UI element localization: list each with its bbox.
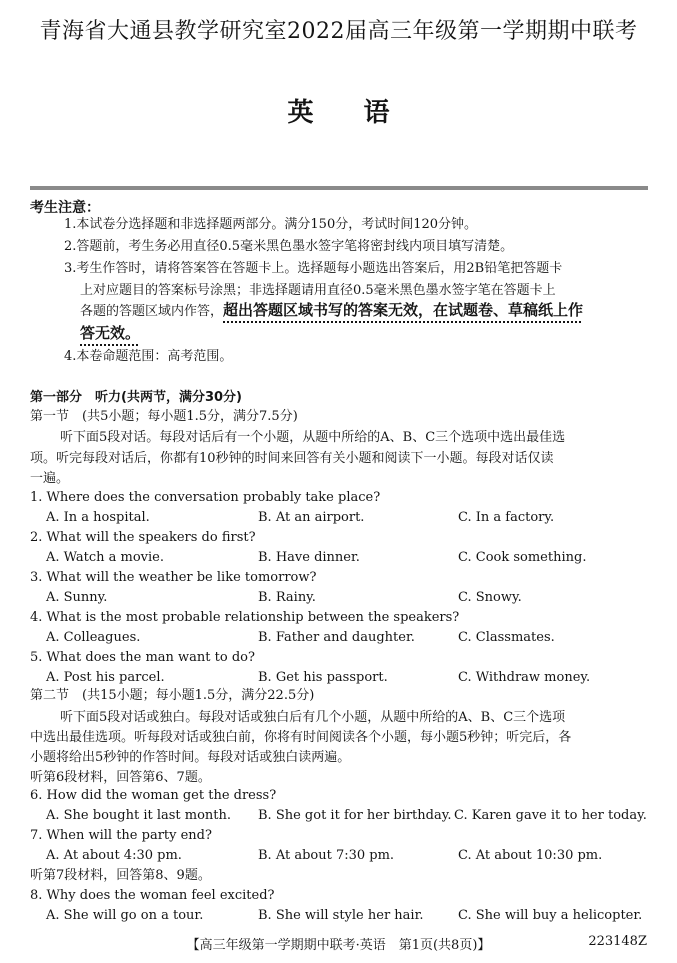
notice-item-3-line-1: 3.考生作答时，请将答案答在答题卡上。选择题每小题选出答案后，用2B铅笔把答题卡 — [64, 261, 563, 276]
question-4-option-c: C. Classmates. — [458, 630, 555, 645]
question-6-option-a: A. She bought it last month. — [46, 808, 232, 823]
question-7: 7. When will the party end? — [30, 828, 212, 843]
section1-heading: 第一节 (共5小题；每小题1.5分，满分7.5分) — [30, 409, 298, 424]
section2-intro-line-1: 听下面5段对话或独白。每段对话或独白后有几个小题，从题中所给的A、B、C三个选项 — [60, 710, 566, 725]
section2-intro-line-3: 小题将给出5秒钟的作答时间。每段对话或独白读两遍。 — [30, 750, 351, 765]
notice-heading: 考生注意： — [30, 200, 100, 216]
question-3: 3. What will the weather be like tomorrow? — [30, 570, 317, 585]
page-footer: 【高三年级第一学期期中联考·英语 第1页(共8页)】 — [186, 938, 491, 953]
notice-item-3-line-3 — [80, 300, 583, 322]
question-6-option-c: C. Karen gave it to her today. — [454, 808, 647, 823]
notice-item-3-line-2: 上对应题目的答案标号涂黑；非选择题请用直径0.5毫米黑色墨水签字笔在答题卡上 — [80, 283, 556, 298]
question-1-option-a: A. In a hospital. — [46, 510, 150, 525]
question-6: 6. How did the woman get the dress? — [30, 788, 277, 803]
paper-code: 223148Z — [588, 934, 647, 949]
section1-intro-line-2: 项。听完每段对话后，你都有10秒钟的时间来回答有关小题和阅读下一小题。每段对话仅读 — [30, 451, 554, 466]
question-3-option-b: B. Rainy. — [258, 590, 316, 605]
notice-item-3-line-4: 答无效。 — [80, 324, 141, 342]
notice-item-4: 4.本卷命题范围：高考范围。 — [64, 349, 233, 364]
question-8-option-a: A. She will go on a tour. — [46, 908, 204, 923]
subject-title — [0, 92, 677, 129]
notice-item-1: 1.本试卷分选择题和非选择题两部分。满分150分，考试时间120分钟。 — [64, 217, 478, 232]
section1-intro-line-3: 一遍。 — [30, 471, 70, 486]
material-7-instruction: 听第7段材料，回答第8、9题。 — [30, 868, 211, 883]
divider — [30, 186, 648, 190]
question-2-option-c: C. Cook something. — [458, 550, 587, 565]
question-8-option-c: C. She will buy a helicopter. — [458, 908, 643, 923]
question-6-option-b: B. She got it for her birthday. — [258, 808, 452, 823]
part1-heading: 第一部分 听力(共两节，满分30分) — [30, 390, 242, 405]
question-1-option-b: B. At an airport. — [258, 510, 365, 525]
material-6-instruction: 听第6段材料，回答第6、7题。 — [30, 770, 211, 785]
question-2: 2. What will the speakers do first? — [30, 530, 256, 545]
question-5: 5. What does the man want to do? — [30, 650, 255, 665]
question-8-option-b: B. She will style her hair. — [258, 908, 424, 923]
question-5-option-c: C. Withdraw money. — [458, 670, 591, 685]
section1-intro-line-1: 听下面5段对话。每段对话后有一个小题，从题中所给的A、B、C三个选项中选出最佳选 — [60, 430, 566, 445]
question-4: 4. What is the most probable relationship between the speakers? — [30, 610, 460, 625]
question-7-option-c: C. At about 10:30 pm. — [458, 848, 603, 863]
question-8: 8. Why does the woman feel excited? — [30, 888, 275, 903]
question-1: 1. Where does the conversation probably take place? — [30, 490, 381, 505]
question-4-option-b: B. Father and daughter. — [258, 630, 415, 645]
notice-warning: 超出答题区域书写的答案无效，在试题卷、草稿纸上作 — [223, 301, 584, 319]
page-title: 青海省大通县教学研究室2022届高三年级第一学期期中联考 — [39, 19, 638, 44]
question-5-option-a: A. Post his parcel. — [46, 670, 165, 685]
section2-heading: 第二节 (共15小题；每小题1.5分，满分22.5分) — [30, 688, 315, 703]
notice-item-2: 2.答题前，考生务必用直径0.5毫米黑色墨水签字笔将密封线内项目填写清楚。 — [64, 239, 514, 254]
question-5-option-b: B. Get his passport. — [258, 670, 388, 685]
subject-char-1: 英 — [287, 98, 314, 128]
question-3-option-c: C. Snowy. — [458, 590, 522, 605]
question-7-option-a: A. At about 4:30 pm. — [46, 848, 182, 863]
question-1-option-c: C. In a factory. — [458, 510, 555, 525]
question-7-option-b: B. At about 7:30 pm. — [258, 848, 395, 863]
notice-item-3-line-3a: 各题的答题区域内作答， — [80, 304, 224, 319]
question-3-option-a: A. Sunny. — [46, 590, 108, 605]
subject-char-2: 语 — [363, 98, 390, 128]
question-2-option-b: B. Have dinner. — [258, 550, 360, 565]
question-2-option-a: A. Watch a movie. — [46, 550, 165, 565]
section2-intro-line-2: 中选出最佳选项。听每段对话或独白前，你将有时间阅读各个小题，每小题5秒钟；听完后，各 — [30, 730, 572, 745]
question-4-option-a: A. Colleagues. — [46, 630, 141, 645]
